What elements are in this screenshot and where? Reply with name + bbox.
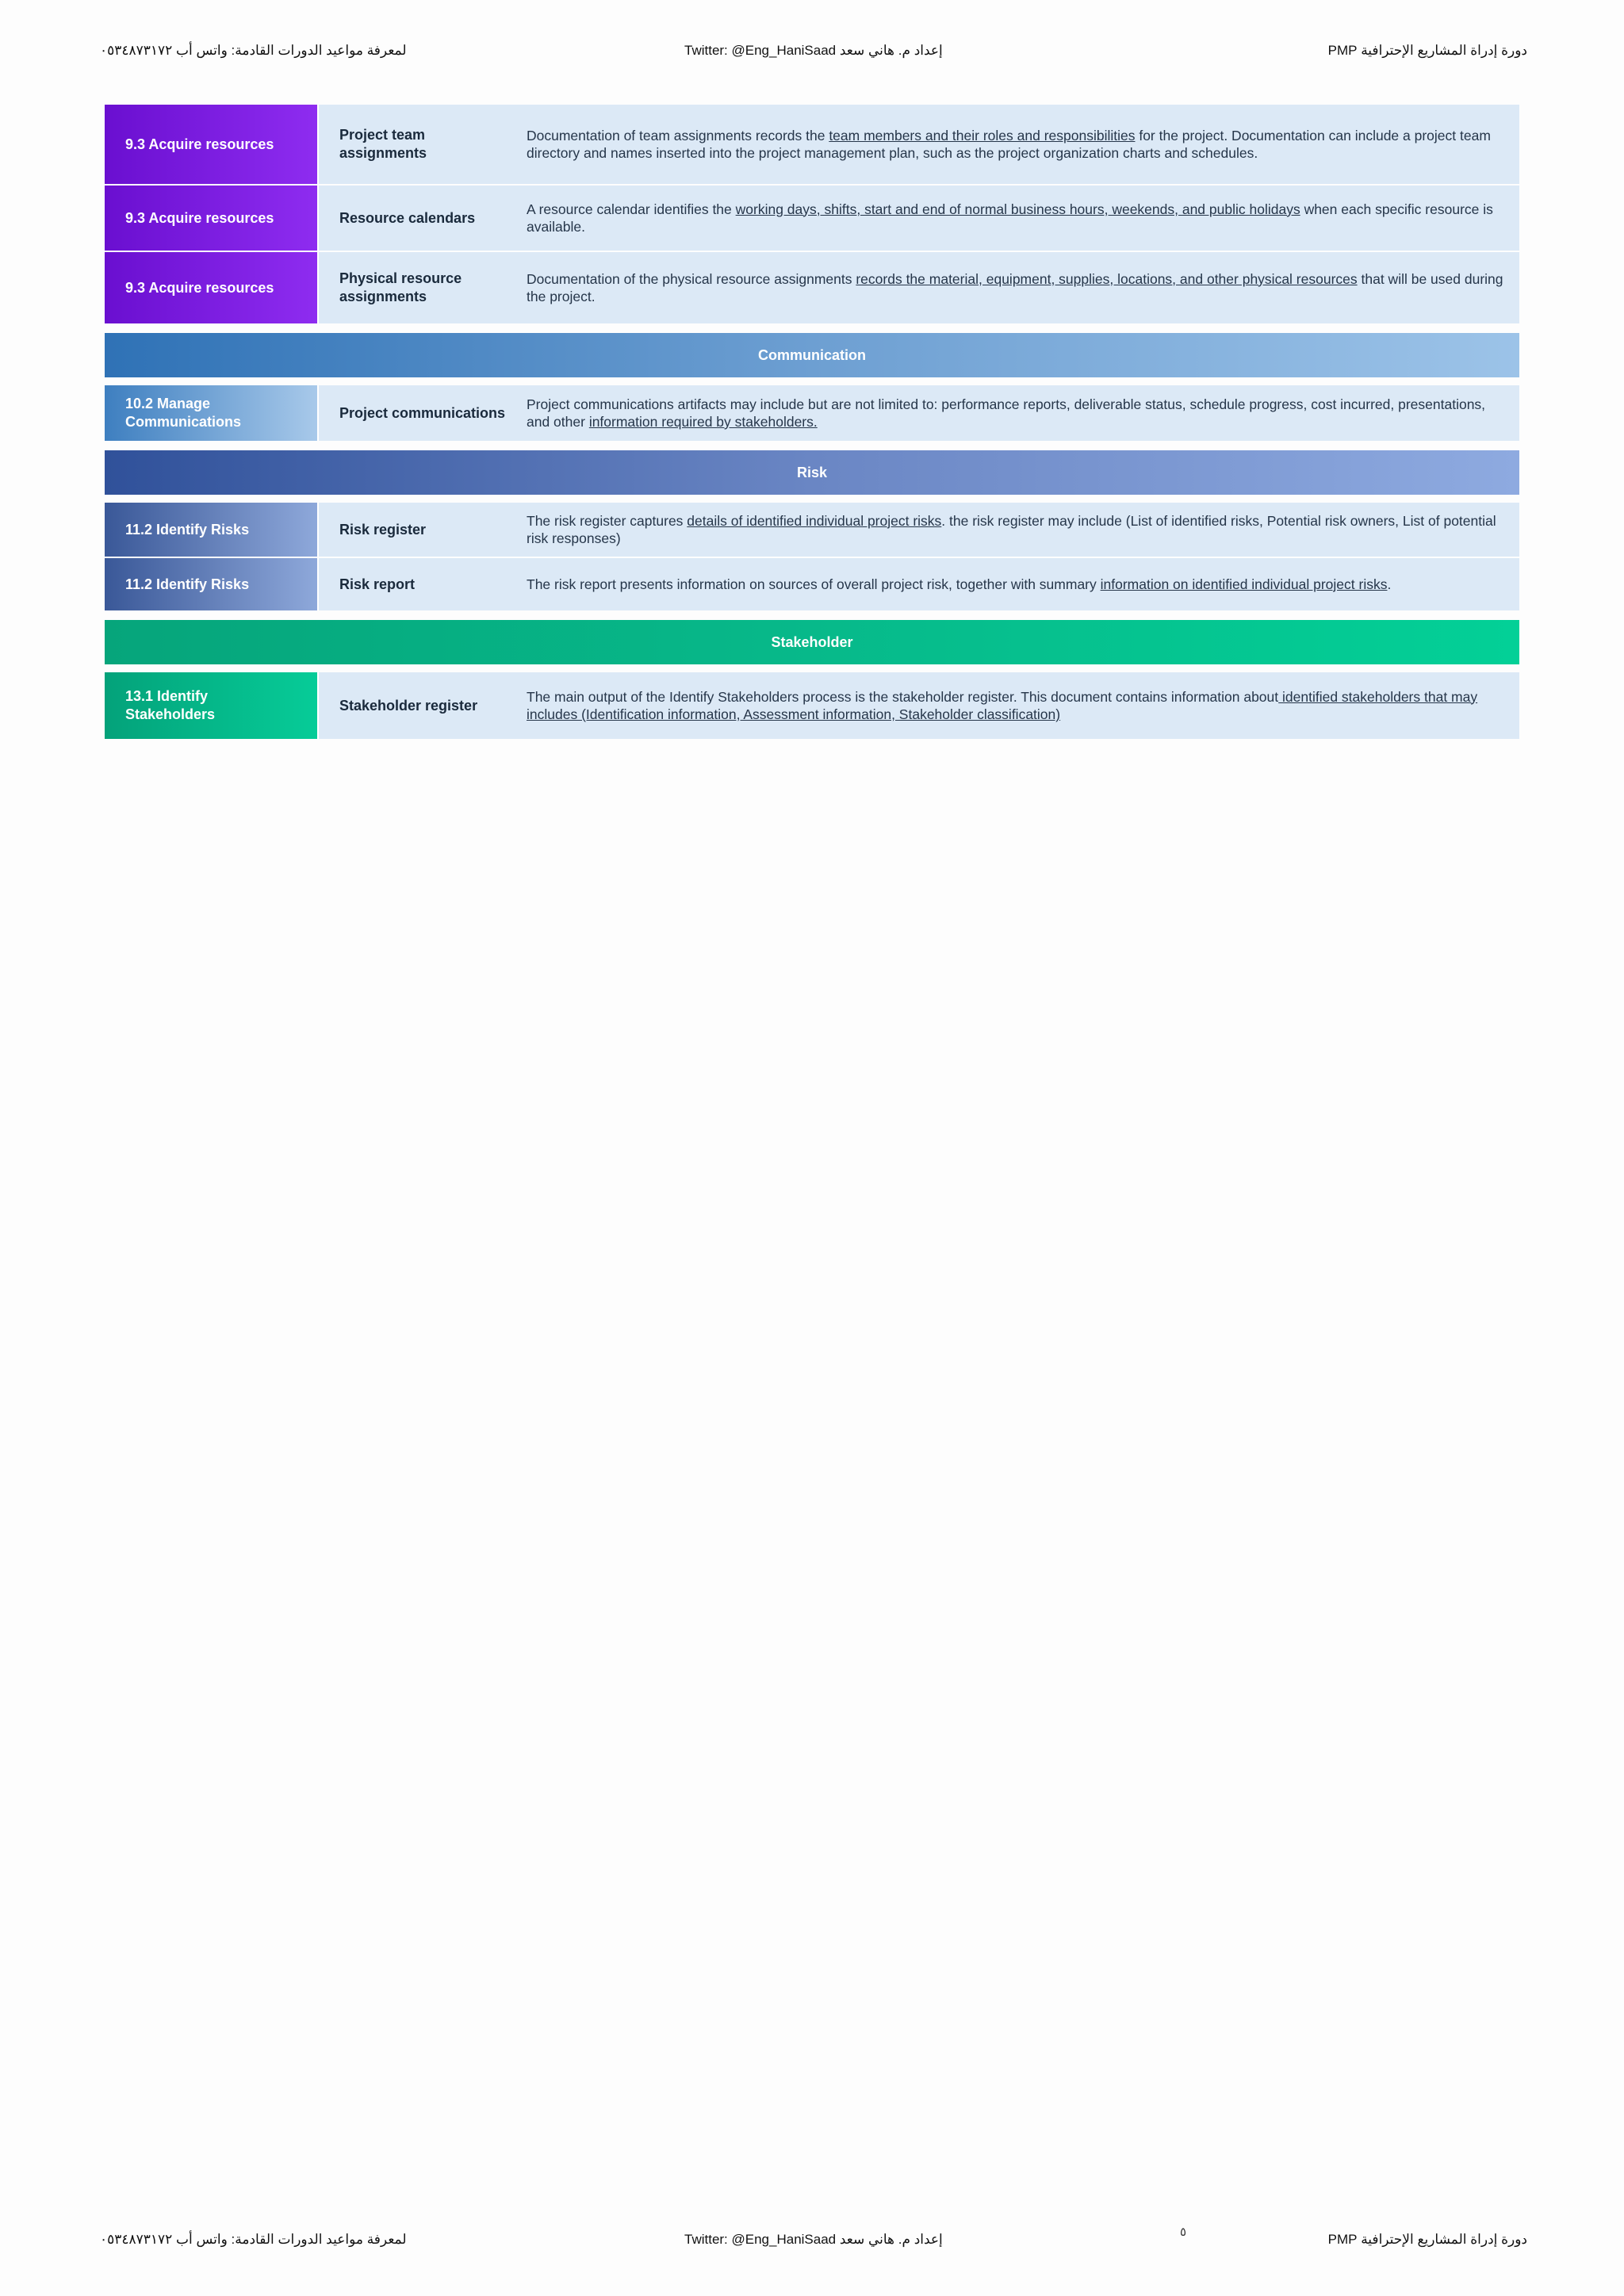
footer-contact: لمعرفة مواعيد الدورات القادمة: واتس أب ٠٥٣٤٨٧٣١٧٢: [100, 2232, 407, 2247]
artifact-description: The risk register captures details of identified individual project risks. the risk register may include (List of identified risks, Potential risk owners, List of potential risk responses): [527, 503, 1519, 557]
artifact-name: Risk report: [317, 558, 527, 610]
artifacts-table: [105, 105, 1519, 740]
table-row: [105, 558, 1519, 610]
description-highlight: working days, shifts, start and end of normal business hours, weekends, and public holidays: [735, 201, 1300, 217]
description-highlight: details of identified individual project risks: [687, 512, 942, 529]
process-cell: 9.3 Acquire resources: [105, 105, 317, 184]
section-header-risk: Risk: [105, 450, 1519, 495]
table-row: [105, 252, 1519, 323]
table-row: [105, 503, 1519, 557]
artifact-name: Physical resource assignments: [317, 252, 527, 323]
description-highlight: identified stakeholders that may includes (Identification information, Assessment information, Stakeholder classification): [527, 688, 1478, 722]
process-cell: 13.1 Identify Stakeholders: [105, 672, 317, 739]
table-row: [105, 672, 1519, 739]
artifact-name: Resource calendars: [317, 186, 527, 251]
header-course-title: دورة إدراة المشاريع الإحترافية PMP: [1327, 43, 1527, 58]
description-highlight: information on identified individual project risks: [1100, 576, 1388, 592]
page-footer: [100, 2232, 1527, 2256]
page-header: [100, 43, 1527, 67]
table-row: [105, 385, 1519, 441]
artifact-name: Project team assignments: [317, 105, 527, 184]
process-cell: 10.2 Manage Communications: [105, 385, 317, 441]
header-contact: لمعرفة مواعيد الدورات القادمة: واتس أب ٠٥٣٤٨٧٣١٧٢: [100, 43, 407, 58]
artifact-name: Project communications: [317, 385, 527, 441]
table-row: [105, 105, 1519, 184]
description-highlight: records the material, equipment, supplies, locations, and other physical resources: [856, 270, 1358, 287]
section-header-stakeholder: Stakeholder: [105, 620, 1519, 664]
footer-course-title: دورة إدراة المشاريع الإحترافية PMP: [1327, 2232, 1527, 2247]
artifact-description: Project communications artifacts may include but are not limited to: performance reports, deliverable status, schedule progress, cost incurred, presentations, and other information required by stakeholders.: [527, 385, 1519, 441]
description-highlight: information required by stakeholders.: [588, 414, 818, 430]
artifact-description: A resource calendar identifies the working days, shifts, start and end of normal business hours, weekends, and public holidays when each specific resource is available.: [527, 186, 1519, 251]
process-cell: 9.3 Acquire resources: [105, 252, 317, 323]
process-cell: 11.2 Identify Risks: [105, 558, 317, 610]
artifact-name: Stakeholder register: [317, 672, 527, 739]
artifact-description: The risk report presents information on sources of overall project risk, together with summary information on identified individual project risks.: [527, 558, 1519, 610]
process-cell: 9.3 Acquire resources: [105, 186, 317, 251]
description-highlight: team members and their roles and responsibilities: [829, 127, 1136, 144]
artifact-description: The main output of the Identify Stakeholders process is the stakeholder register. This document contains information about identified stakeholders that may includes (Identification information, Assessment information, Stakeholder classification): [527, 672, 1519, 739]
section-header-communication: Communication: [105, 333, 1519, 377]
artifact-name: Risk register: [317, 503, 527, 557]
artifact-description: Documentation of team assignments records the team members and their roles and responsibilities for the project. Documentation can include a project team directory and names inserted into the project management plan, such as the project organization charts and schedules.: [527, 105, 1519, 184]
table-row: [105, 186, 1519, 251]
page-number: ٥: [1180, 2225, 1187, 2239]
header-author: إعداد م. هاني سعد Twitter: @Eng_HaniSaad: [684, 43, 943, 58]
process-cell: 11.2 Identify Risks: [105, 503, 317, 557]
footer-author: إعداد م. هاني سعد Twitter: @Eng_HaniSaad: [684, 2232, 943, 2247]
artifact-description: Documentation of the physical resource assignments records the material, equipment, supplies, locations, and other physical resources that will be used during the project.: [527, 252, 1519, 323]
